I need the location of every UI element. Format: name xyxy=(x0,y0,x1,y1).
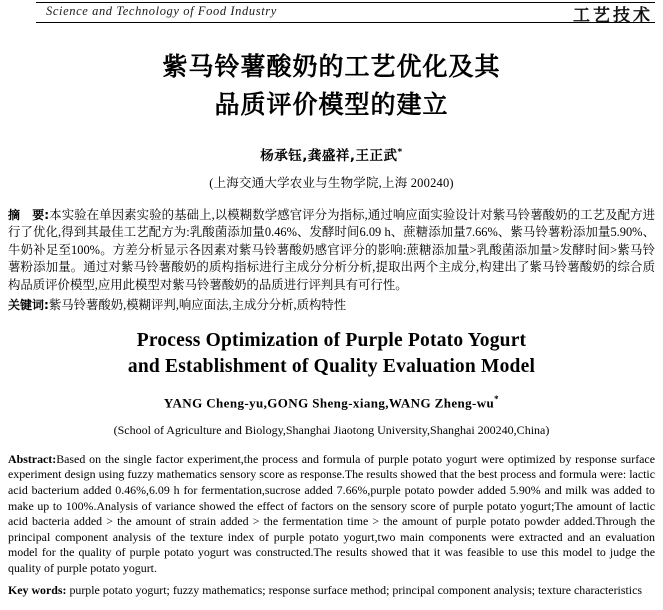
abstract-en-label: Abstract: xyxy=(8,451,57,466)
abstract-cn-label: 摘 要: xyxy=(8,208,50,222)
authors-cn-names: 杨承钰,龚盛祥,王正武 xyxy=(260,148,398,164)
abstract-cn-text: 本实验在单因素实验的基础上,以模糊数学感官评分为指标,通过响应面实验设计对紫马铃薯酸奶的工艺及配方进行了优化,得到其最佳工艺配方为:乳酸菌添加量0.46%、发酵时间6.09 h、蔗糖添加量7.66%、紫马铃薯粉添加量5.90%、牛奶补足至100%。方差分析显示各因素对紫马铃薯酸奶感官评分的影响:蔗糖添加量>乳酸菌添加量>发酵时间>紫马铃薯粉添加量。通过对紫马铃薯酸奶的质构指标进行主成分分析分析,提取出两个主成分,构建出了紫马铃薯酸奶的综合质构品质评价模型,应用此模型对紫马铃薯酸奶的品质进行评判具有可行性。 xyxy=(8,208,655,292)
keywords-cn xyxy=(8,297,655,314)
keywords-en-text: purple potato yogurt; fuzzy mathematics; response surface method; principal component analysis; texture characteristics xyxy=(69,582,642,597)
keywords-cn-text: 紫马铃薯酸奶,模糊评判,响应面法,主成分分析,质构特性 xyxy=(48,298,347,313)
keywords-en-label: Key words: xyxy=(8,582,67,597)
keywords-cn-label: 关键词: xyxy=(8,298,49,313)
abstract-en xyxy=(8,452,655,577)
corresponding-author-marker-en: * xyxy=(494,394,500,405)
corresponding-author-marker-cn: * xyxy=(397,147,403,158)
header-rule-top xyxy=(36,2,655,3)
abstract-en-text: Based on the single factor experiment,the process and formula of purple potato yogurt were optimized by response surface experiment design using fuzzy mathematics sensory score as response.The results showed that the best process and formula were: lactic acid bacterium added 0.46%,6.09 h for fermentation,sucrose added 7.66%,purple potato powder added 5.90% and milk was added to make up to 100%.Analysis of variance showed the effect of factors on the sensory score of purple potato yogurt;The amount of lactic acid bacteria added > the amount of strain added > the fermentation time > the amount of purple potato powder added.Through the principal component analysis of the texture index of purple potato yogurt,two main components were extracted and an evaluation model for the quality of purple potato yogurt was constructed.The results showed that it was feasible to use this model to judge the quality of purple potato yogurt. xyxy=(8,451,655,575)
title-en-line1: Process Optimization of Purple Potato Yogurt xyxy=(136,330,527,352)
abstract-cn xyxy=(8,207,655,294)
authors-en xyxy=(0,394,663,411)
page-title-cn xyxy=(0,48,663,124)
affiliation-en: (School of Agriculture and Biology,Shanghai Jiaotong University,Shanghai 200240,China) xyxy=(113,422,550,437)
section-name-cn: 工艺技术 xyxy=(573,6,653,26)
title-en-line2: and Establishment of Quality Evaluation Model xyxy=(127,356,536,378)
authors-cn xyxy=(0,144,663,164)
journal-name-en: Science and Technology of Food Industry xyxy=(46,4,277,18)
keywords-en xyxy=(8,583,655,599)
title-cn-line2: 品质评价模型的建立 xyxy=(214,90,449,119)
running-head xyxy=(0,0,663,26)
header-rule-bottom xyxy=(36,22,655,23)
affiliation-cn: (上海交通大学农业与生物学院,上海 200240) xyxy=(209,176,454,190)
page-title-en xyxy=(0,328,663,380)
title-cn-line1: 紫马铃薯酸奶的工艺优化及其 xyxy=(162,52,501,81)
authors-en-names: YANG Cheng-yu,GONG Sheng-xiang,WANG Zheng-wu xyxy=(163,395,495,411)
